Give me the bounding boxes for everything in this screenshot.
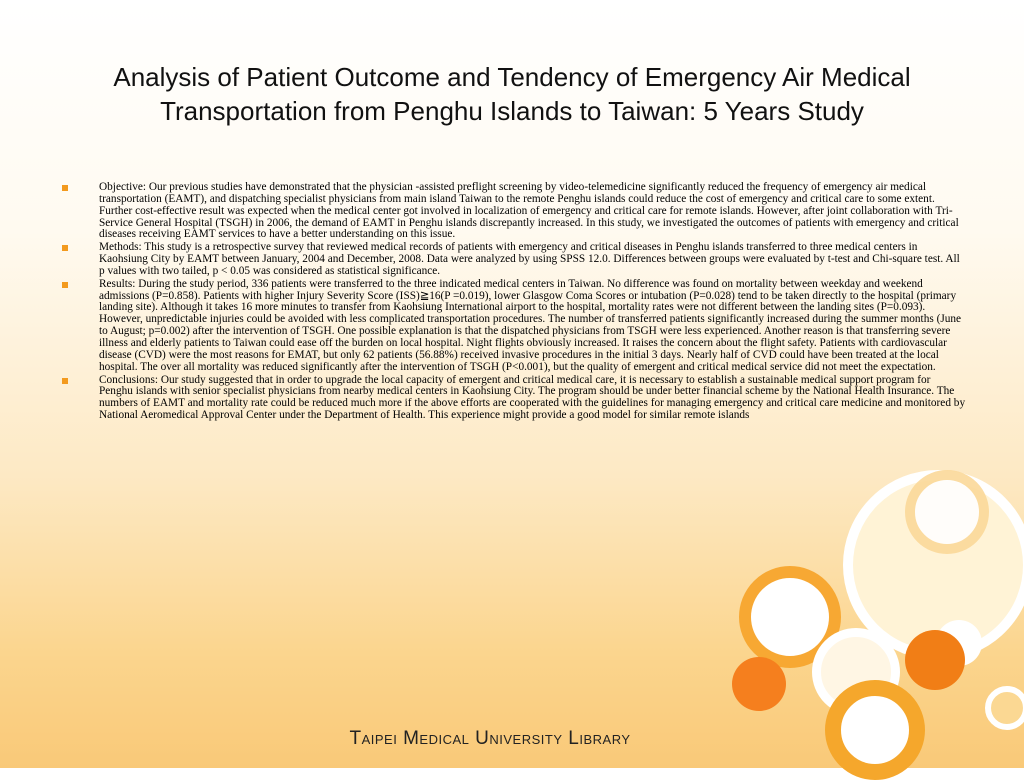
decor-circle-top-right-ring: [905, 470, 989, 554]
bullet-text: Objective: Our previous studies have demonstrated that the physician -assisted preflight screening by video-telemedicine significantly reduced the frequency of emergency air medical transportation (EAMT), and dispatching specialist physicians from main island Taiwan to the remote Penghu islands could reduce the cost of emergency and critical care to some extent. Further cost-effective result was expected when the medical center got involved in localization of emergency and critical care for remote islands. However, after joint collaboration with Tri-Service General Hospital (TSGH) in 2006, the demand of EAMT in Penghu islands discrepantly increased. In this study, we investigated the outcomes of patients with emergency and critical diseases receiving EAMT services to have a better understanding on this issue.: [99, 181, 959, 241]
bullet-objective: [60, 182, 966, 241]
square-bullet-icon: [62, 282, 68, 288]
decor-circle-orange-bright: [905, 630, 965, 690]
square-bullet-icon: [62, 378, 68, 384]
square-bullet-icon: [62, 185, 68, 191]
decor-circle-bottom-ring: [825, 680, 925, 780]
bullet-text: Conclusions: Our study suggested that in order to upgrade the local capacity of emergent and critical medical care, it is necessary to establish a sustainable medical support program for Penghu islands with senior specialist physicians from nearby medical centers in Kaohsiung City. The program should be under better financial scheme by the National Health Insurance. The numbers of EAMT and mortality rate could be reduced much more if the above efforts are cooperated with the guidelines for managing emergency and critical care medicine and monitored by National Aeromedical Approval Center under the Department of Health. This experience might provide a good model for similar remote islands: [99, 373, 966, 422]
decor-circle-small-orange: [732, 657, 786, 711]
bullet-methods: [60, 242, 966, 278]
bullet-conclusions: [60, 375, 966, 422]
square-bullet-icon: [62, 245, 68, 251]
slide-title-line-2: Transportation from Penghu Islands to Taiwan: 5 Years Study: [160, 96, 864, 126]
slide-title: [40, 60, 984, 128]
bullet-results: [60, 279, 966, 374]
bullet-text: Methods: This study is a retrospective survey that reviewed medical records of patients with emergency and critical diseases in Penghu islands transferred to three medical centers in Kaohsiung City by EAMT between January, 2004 and December, 2008. Data were analyzed by using SPSS 12.0. Differences between groups were evaluated by t-test and Chi-square test. All p values with two tailed, p < 0.05 was considered as statistical significance.: [99, 241, 960, 277]
slide-title-line-1: Analysis of Patient Outcome and Tendency of Emergency Air Medical: [113, 62, 911, 92]
bullet-list: [60, 182, 966, 423]
decor-circle-bottom-right-small: [985, 686, 1024, 730]
footer-library-name: Taipei Medical University Library: [349, 728, 631, 749]
bullet-text: Results: During the study period, 336 patients were transferred to the three indicated medical centers in Taiwan. No difference was found on mortality between weekday and weekend admissions (P=0.858). Patients with higher Injury Severity Score (ISS)≧16(P =0.019), lower Glasgow Coma Scores or intubation (P=0.028) tend to be taken directly to the hospital (primary landing site). Although it takes 16 more minutes to transfer from Kaohsiung International airport to the hospital, mortality rates were not different between the landing sites (P=0.093). However, unpredictable injuries could be avoided with less complicated transportation procedures. The number of transferred patients significantly increased during the summer months (June to August; p=0.002) after the intervention of TSGH. One possible explanation is that the dispatched physicians from TSGH were less experienced. Another reason is that transferring severe illness and elderly patients to Taiwan could ease off the burden on local hospital. Night flights obviously increased. It raises the concern about the flight safety. Patients with cardiovascular disease (CVD) were the most reasons for EMAT, but only 62 patients (56.88%) received invasive procedures in the initial 3 days. Nearly half of CVD could have been treated at the local hospital. The over all mortality was reduced significantly after the intervention of TSGH (P<0.001), but the quality of emergent and critical medical service did not meet the expectation.: [99, 277, 962, 373]
